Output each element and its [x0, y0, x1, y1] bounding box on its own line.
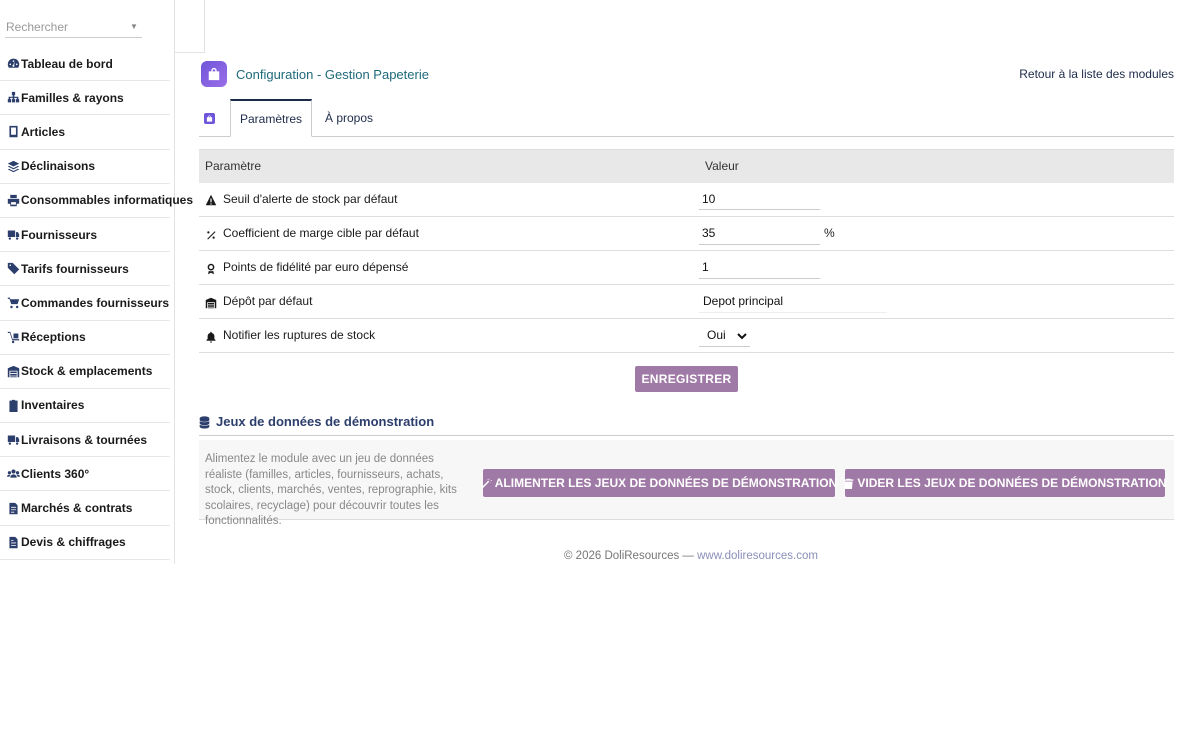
sidebar-item-label: Tableau de bord — [21, 56, 113, 71]
param-cell — [199, 217, 699, 251]
sidebar-item-purchase-orders[interactable] — [0, 286, 170, 320]
table-row — [199, 319, 1174, 353]
dashboard-icon — [6, 57, 20, 71]
chevron-down-icon[interactable]: ▼ — [130, 22, 138, 31]
param-cell — [199, 285, 699, 319]
warehouse-icon — [6, 364, 20, 378]
value-cell — [699, 285, 1174, 319]
value-cell — [699, 319, 1174, 353]
param-label: Dépôt par défaut — [223, 294, 313, 309]
demo-description: Alimentez le module avec un jeu de données réaliste (familles, articles, fournisseurs, achats, stock, clients, marchés, ventes, reprographie, kits scolaires, recyclage) pour découvrir toutes les fonctionnalités. — [205, 453, 457, 527]
table-row — [199, 251, 1174, 285]
param-label: Notifier les ruptures de stock — [223, 328, 376, 343]
sidebar-item-articles[interactable] — [0, 115, 170, 149]
fill-demo-label: ALIMENTER LES JEUX DE DONNÉES DE DÉMONSTRATION — [494, 476, 838, 490]
sidebar-item-deliveries[interactable] — [0, 423, 170, 457]
truck-icon — [6, 228, 20, 242]
param-label: Seuil d'alerte de stock par défaut — [223, 191, 398, 206]
sidebar-item-label: Familles & rayons — [21, 90, 124, 105]
clipboard-check-icon — [6, 398, 20, 412]
sidebar-item-label: Inventaires — [21, 398, 85, 413]
tags-icon — [6, 262, 20, 276]
search-input[interactable] — [5, 16, 142, 38]
sidebar-item-label: Commandes fournisseurs — [21, 295, 170, 310]
back-to-modules-link[interactable]: Retour à la liste des modules — [1019, 67, 1174, 81]
sidebar-item-label: Consommables informatiques — [21, 193, 194, 208]
dolly-icon — [6, 330, 20, 344]
footer-copyright: © 2026 DoliResources — — [564, 550, 698, 562]
printer-icon — [6, 193, 20, 207]
notify-stockout-select[interactable] — [699, 325, 750, 347]
table-row — [199, 285, 1174, 319]
sidebar-item-suppliers[interactable] — [0, 218, 170, 252]
clear-demo-data-button[interactable] — [845, 469, 1165, 497]
value-cell — [699, 183, 1174, 217]
tab-bar — [199, 99, 1174, 137]
sidebar-item-label: Réceptions — [21, 330, 86, 345]
default-warehouse-input[interactable] — [699, 291, 887, 313]
bell-icon — [205, 329, 221, 343]
sidebar-item-stock[interactable] — [0, 355, 170, 389]
layers-icon — [6, 159, 20, 173]
users-icon — [6, 467, 20, 481]
sidebar-item-families[interactable] — [0, 81, 170, 115]
fill-demo-data-button[interactable] — [483, 469, 838, 497]
demo-section-title: Jeux de données de démonstration — [216, 414, 435, 429]
sidebar-item-supplier-prices[interactable] — [0, 252, 170, 286]
stock-alert-threshold-input[interactable] — [699, 188, 820, 210]
search-box — [0, 0, 175, 47]
warehouse-icon — [205, 295, 221, 309]
tab-parameters[interactable]: Paramètres — [230, 99, 312, 137]
demo-panel — [199, 440, 1174, 527]
sitemap-icon — [6, 91, 20, 105]
sidebar-item-label: Stock & emplacements — [21, 364, 153, 379]
sidebar-item-label: Tarifs fournisseurs — [21, 261, 129, 276]
clear-demo-label: VIDER LES JEUX DE DONNÉES DE DÉMONSTRATION — [857, 476, 1167, 490]
tab-about[interactable]: À propos — [325, 111, 374, 125]
sidebar-item-label: Articles — [21, 124, 66, 139]
loyalty-points-input[interactable] — [699, 257, 820, 279]
column-header-parameter: Paramètre — [199, 150, 699, 183]
sidebar-item-label: Devis & chiffrages — [21, 535, 126, 550]
warning-icon — [205, 193, 221, 207]
sidebar-item-clients[interactable] — [0, 457, 170, 491]
save-button[interactable]: ENREGISTRER — [635, 366, 738, 392]
percent-unit: % — [824, 226, 835, 240]
value-cell — [699, 217, 1174, 251]
book-icon — [6, 125, 20, 139]
sidebar-item-variants[interactable] — [0, 150, 170, 184]
table-header-row — [199, 150, 1174, 183]
sidebar-item-contracts[interactable] — [0, 491, 170, 525]
column-header-value: Valeur — [699, 150, 1174, 183]
param-cell — [199, 319, 699, 353]
delivery-truck-icon — [6, 433, 20, 447]
margin-coefficient-input[interactable] — [699, 223, 820, 245]
param-label: Coefficient de marge cible par défaut — [223, 226, 419, 241]
top-bar-corner — [175, 0, 205, 53]
contract-icon — [6, 501, 20, 515]
parameters-table — [199, 149, 1174, 353]
sidebar-item-label: Fournisseurs — [21, 227, 98, 242]
param-cell — [199, 183, 699, 217]
sidebar-item-quotes[interactable] — [0, 526, 170, 560]
sidebar-item-consumables[interactable] — [0, 184, 194, 218]
page-title: Configuration - Gestion Papeterie — [236, 67, 429, 82]
award-icon — [205, 261, 221, 275]
magic-wand-icon — [481, 478, 492, 489]
module-icon — [204, 113, 215, 124]
param-label: Points de fidélité par euro dépensé — [223, 260, 409, 275]
database-icon — [199, 416, 210, 429]
param-cell — [199, 251, 699, 285]
sidebar-menu — [0, 47, 194, 560]
sidebar — [0, 0, 194, 564]
invoice-icon — [6, 535, 20, 549]
value-cell — [699, 251, 1174, 285]
sidebar-item-inventories[interactable] — [0, 389, 170, 423]
sidebar-item-label: Livraisons & tournées — [21, 432, 148, 447]
footer — [564, 550, 818, 562]
percent-icon — [205, 227, 221, 241]
sidebar-item-dashboard[interactable] — [0, 47, 170, 81]
sidebar-item-label: Clients 360° — [21, 466, 90, 481]
demo-section-header — [199, 414, 1174, 436]
trash-icon — [843, 478, 854, 489]
cart-icon — [6, 296, 20, 310]
bag-icon — [201, 61, 227, 87]
sidebar-item-label: Déclinaisons — [21, 159, 96, 174]
sidebar-item-receptions[interactable] — [0, 321, 170, 355]
table-row — [199, 183, 1174, 217]
table-row — [199, 217, 1174, 251]
footer-link[interactable]: www.doliresources.com — [697, 550, 818, 562]
sidebar-item-label: Marchés & contrats — [21, 501, 133, 516]
